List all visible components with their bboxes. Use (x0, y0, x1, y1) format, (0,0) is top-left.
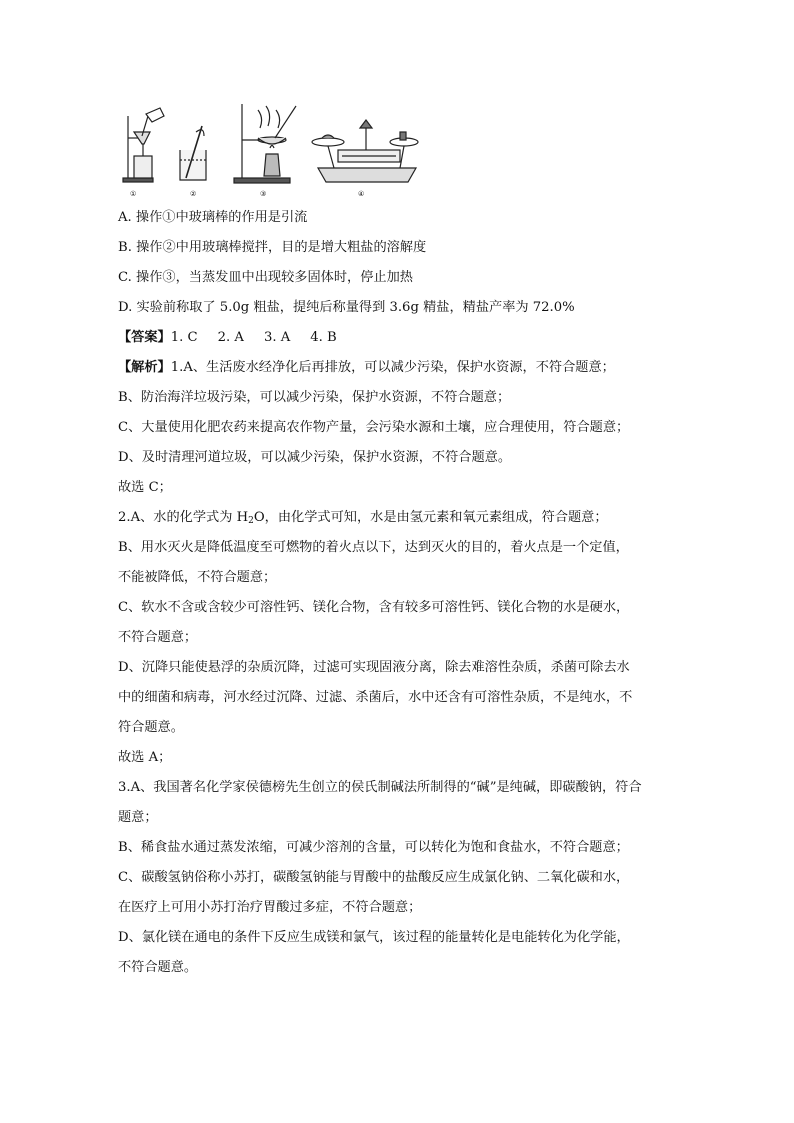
option-c: C. 操作③，当蒸发皿中出现较多固体时，停止加热 (118, 270, 413, 285)
answer-tag: 【答案】 (118, 330, 171, 345)
analysis-q2-line: 中的细菌和病毒，河水经过沉降、过滤、杀菌后，水中还含有可溶性杂质，不是纯水，不 (118, 690, 633, 705)
answer-item: 3. A (263, 330, 291, 345)
analysis-q2-line: 不符合题意； (118, 630, 198, 645)
analysis-tag: 【解析】 (118, 360, 171, 375)
analysis-q2-line: 符合题意。 (118, 720, 184, 735)
analysis-q1-line: 【解析】1.A、生活废水经净化后再排放，可以减少污染，保护水资源，不符合题意； (118, 360, 615, 375)
analysis-q3-line: 题意； (118, 810, 158, 825)
analysis-q1-line: B、防治海洋垃圾污染，可以减少污染，保护水资源，不符合题意； (118, 390, 511, 405)
option-d: D. 实验前称取了 5.0g 粗盐，提纯后称量得到 3.6g 精盐，精盐产率为 72.0% (118, 300, 575, 315)
answer-item: 2. A (217, 330, 244, 345)
analysis-q1-line: C、大量使用化肥农药来提高农作物产量，会污染水源和土壤，应合理使用，符合题意； (118, 420, 630, 435)
formula-subscript: 2 (248, 516, 254, 526)
analysis-q2-line: 不能被降低，不符合题意； (118, 570, 277, 585)
evaporation-apparatus (234, 104, 296, 183)
figure-label-2: ② (190, 190, 197, 198)
option-a: A. 操作①中玻璃棒的作用是引流 (118, 210, 308, 225)
dissolving-apparatus (180, 126, 206, 180)
option-b: B. 操作②中用玻璃棒搅拌，目的是增大粗盐的溶解度 (118, 240, 427, 255)
analysis-q3-line: 在医疗上可用小苏打治疗胃酸过多症，不符合题意； (118, 900, 422, 915)
balance-apparatus (312, 120, 418, 182)
apparatus-drawing (120, 98, 420, 200)
figure-label-4: ④ (358, 190, 365, 198)
analysis-q3-line: D、氯化镁在通电的条件下反应生成镁和氯气，该过程的能量转化是电能转化为化学能， (118, 930, 630, 945)
analysis-q3-line: 3.A、我国著名化学家侯德榜先生创立的侯氏制碱法所制得的“碱”是纯碱，即碳酸钠，符合 (118, 780, 642, 795)
analysis-q2-line: 2.A、水的化学式为 $H_2O$，由化学式可知，水是由氢元素和氧元素组成，符合题意； (118, 510, 608, 526)
analysis-q3-line: C、碳酸氢钠俗称小苏打，碳酸氢钠能与胃酸中的盐酸反应生成氯化钠、二氧化碳和水， (118, 870, 630, 885)
filtration-apparatus (123, 108, 164, 182)
answer-item: 1. C (170, 330, 198, 345)
analysis-q2-line: D、沉降只能使悬浮的杂质沉降，过滤可实现固液分离，除去难溶性杂质，杀菌可除去水 (118, 660, 630, 675)
answer-line (118, 323, 674, 353)
figure-label-3: ③ (260, 190, 267, 198)
analysis-q2-conclusion: 故选 A； (118, 750, 172, 765)
analysis-q2-line: B、用水灭火是降低温度至可燃物的着火点以下，达到灭火的目的，着火点是一个定值， (118, 540, 629, 555)
analysis-q3-line: B、稀食盐水通过蒸发浓缩，可减少溶剂的含量，可以转化为饱和食盐水，不符合题意； (118, 840, 629, 855)
analysis-q2-line: C、软水不含或含较少可溶性钙、镁化合物，含有较多可溶性钙、镁化合物的水是硬水， (118, 600, 630, 615)
analysis-q3-line: 不符合题意。 (118, 960, 198, 975)
figure-label-1: ① (130, 190, 137, 198)
experiment-apparatus-figure (120, 98, 420, 200)
analysis-q1-conclusion: 故选 C； (118, 480, 172, 495)
document-body (118, 203, 674, 983)
answer-item: 4. B (310, 330, 337, 345)
analysis-q1-line: D、及时清理河道垃圾，可以减少污染，保护水资源，不符合题意。 (118, 450, 512, 465)
